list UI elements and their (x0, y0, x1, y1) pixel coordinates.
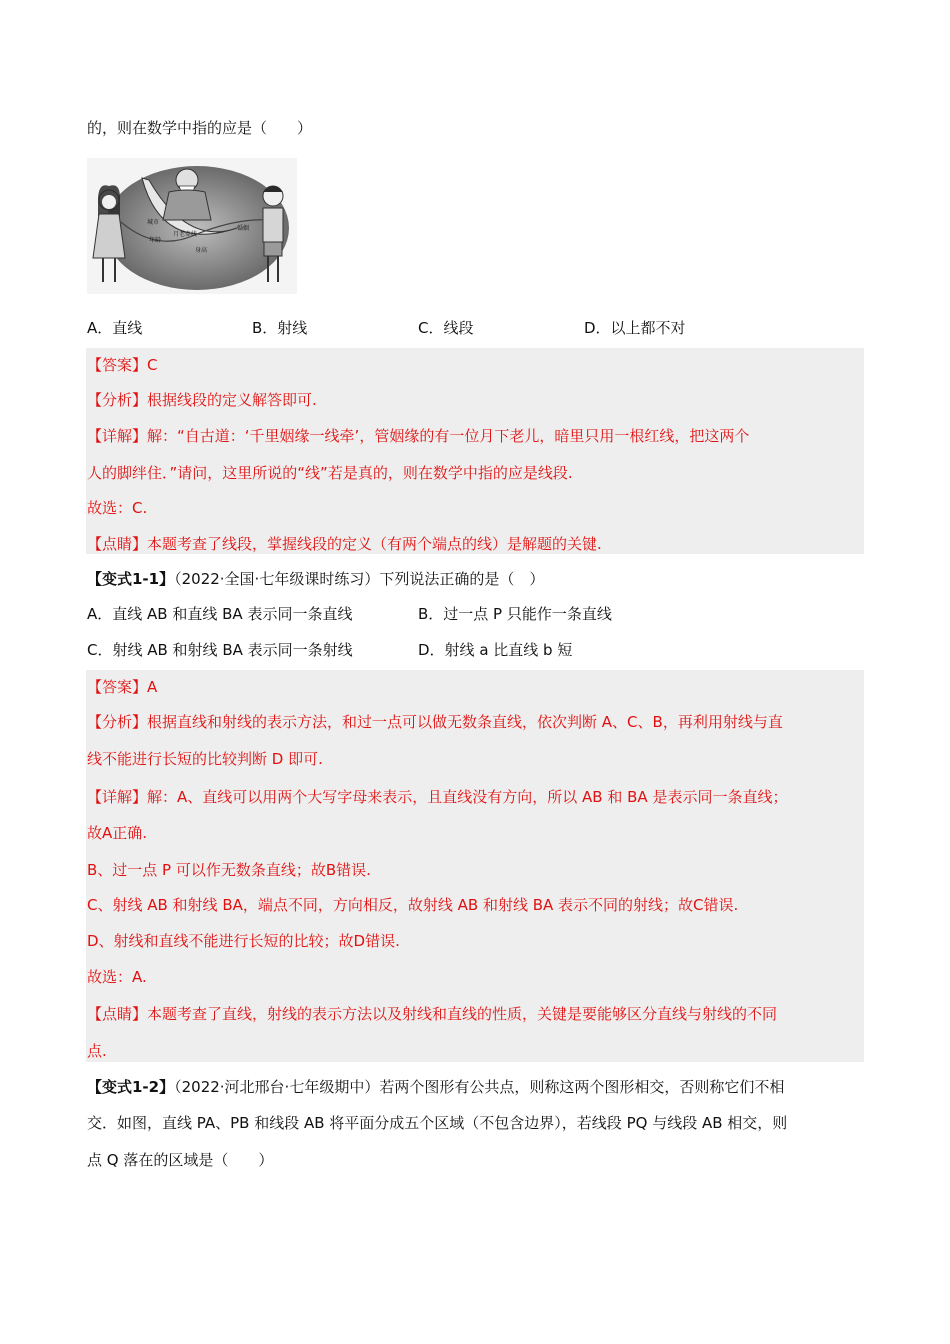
answer-block-1 (86, 348, 864, 554)
variant-1-1-option-c: C．射线 AB 和射线 BA 表示同一条射线 (87, 641, 353, 659)
variant-1-2-stem-b: 交．如图，直线 PA、PB 和线段 AB 将平面分成五个区域（不包含边界），若线段 PQ 与线段 AB 相交，则 (87, 1114, 788, 1132)
detail-line-2e: D、射线和直线不能进行长短的比较；故D错误. (87, 932, 400, 950)
detail-line-2b: 故A正确. (87, 824, 148, 842)
detail-line-2c: B、过一点 P 可以作无数条直线；故B错误. (87, 861, 371, 879)
option-d: D．以上都不对 (584, 319, 686, 337)
option-a: A．直线 (87, 319, 143, 337)
detail-line-1a: 【详解】解：“自古道：‘千里姻缘一线牵’，管姻缘的有一位月下老儿，暗里只用一根红线，把这两个 (87, 427, 750, 445)
variant-1-1-option-b: B．过一点 P 只能作一条直线 (418, 605, 612, 623)
answer-line-1: 【答案】C (87, 356, 158, 374)
label-age: 年龄 (149, 237, 162, 244)
variant-1-1-option-a: A．直线 AB 和直线 BA 表示同一条直线 (87, 605, 353, 623)
comment-line-1: 【点睛】本题考查了线段，掌握线段的定义（有两个端点的线）是解题的关键. (87, 535, 602, 553)
matchmaker-illustration (87, 158, 297, 294)
option-b: B．射线 (252, 319, 308, 337)
variant-1-1-option-d: D．射线 a 比直线 b 短 (418, 641, 573, 659)
choose-line-1: 故选：C. (87, 499, 148, 517)
variant-1-2-stem-c: 点 Q 落在的区域是（ ） (87, 1151, 274, 1169)
label-height: 身高 (195, 247, 208, 254)
label-city: 城市 (147, 219, 160, 226)
comment-line-2a: 【点睛】本题考查了直线，射线的表示方法以及射线和直线的性质，关键是要能够区分直线与射线的不同 (87, 1005, 778, 1023)
label-marriage: 婚姻 (237, 225, 250, 232)
detail-line-1b: 人的脚绊住．”请问，这里所说的“线”若是真的，则在数学中指的应是线段. (87, 464, 573, 482)
analysis-line-1: 【分析】根据线段的定义解答即可. (87, 391, 317, 409)
detail-line-2d: C、射线 AB 和射线 BA，端点不同，方向相反，故射线 AB 和射线 BA 表示不同的射线；故C错误. (87, 896, 739, 914)
analysis-line-2b: 线不能进行长短的比较判断 D 即可. (87, 750, 323, 768)
label-matchmaker: 月老牵线 (173, 231, 198, 238)
variant-1-1-stem: 【变式1-1】（2022·全国·七年级课时练习）下列说法正确的是（ ） (87, 570, 545, 588)
detail-line-2a: 【详解】解：A、直线可以用两个大写字母来表示，且直线没有方向，所以 AB 和 BA 是表示同一条直线； (87, 788, 788, 806)
question-stem-tail: 的，则在数学中指的应是（ ） (87, 119, 313, 137)
answer-line-2: 【答案】A (87, 678, 158, 696)
comment-line-2b: 点. (87, 1042, 107, 1060)
variant-1-2-stem-a: 【变式1-2】（2022·河北邢台·七年级期中）若两个图形有公共点，则称这两个图形相交，否则称它们不相 (87, 1078, 785, 1096)
option-c: C．线段 (418, 319, 474, 337)
choose-line-2: 故选：A. (87, 968, 147, 986)
analysis-line-2a: 【分析】根据直线和射线的表示方法，和过一点可以做无数条直线，依次判断 A、C、B，再利用射线与直 (87, 713, 783, 731)
